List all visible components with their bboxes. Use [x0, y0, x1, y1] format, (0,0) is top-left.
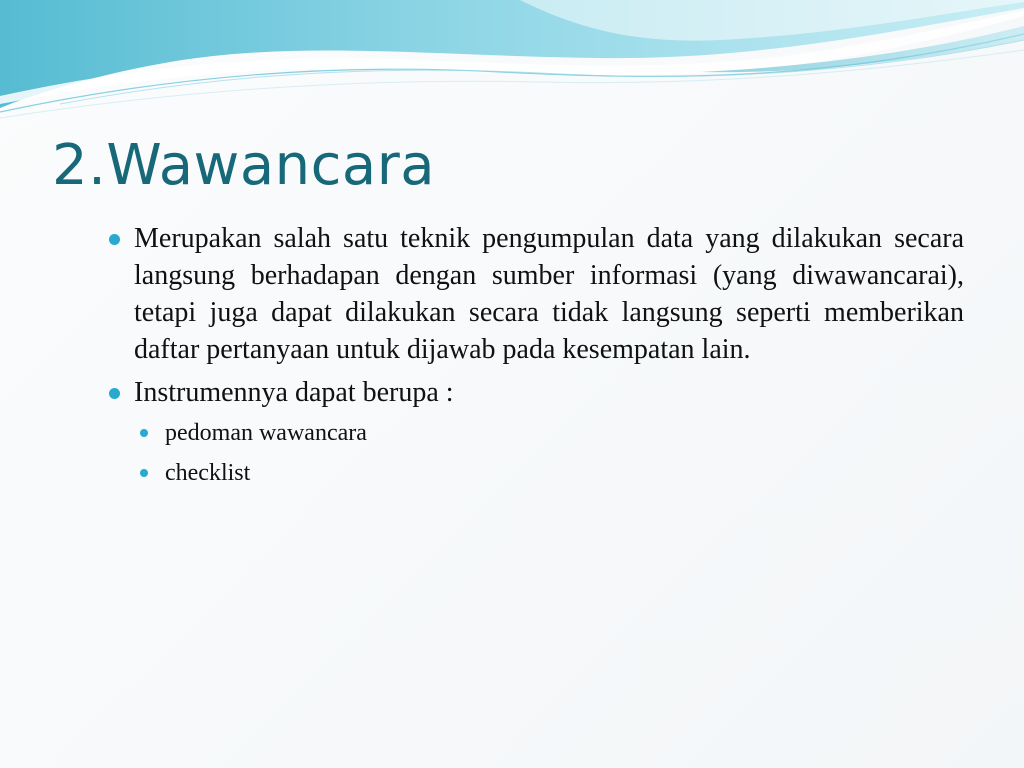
bullet-item: [107, 374, 964, 493]
bullet-list: [107, 220, 964, 499]
sub-bullet-dot-icon: [140, 469, 148, 477]
sub-bullet-dot-icon: [140, 429, 148, 437]
sub-bullet-item: [134, 413, 964, 453]
sub-bullet-text: pedoman wawancara: [165, 420, 367, 446]
sub-bullet-item: [134, 453, 964, 493]
wave-header-decoration: [0, 0, 1024, 130]
bullet-dot-icon: [109, 234, 120, 245]
bullet-text: Merupakan salah satu teknik pengumpulan data yang dilakukan secara langsung berhadapan dengan sumber informasi (yang diwawancarai), tetapi juga dapat dilakukan secara tidak langsung seperti memberikan daftar pertanyaan untuk dijawab pada kesempatan lain.: [134, 223, 964, 365]
bullet-text: Instrumennya dapat berupa :: [134, 377, 454, 408]
bullet-item: [107, 220, 964, 368]
bullet-dot-icon: [109, 388, 120, 399]
sub-bullet-text: checklist: [165, 460, 251, 486]
slide-title: 2.Wawancara: [52, 133, 436, 198]
sub-bullet-list: [134, 413, 964, 493]
